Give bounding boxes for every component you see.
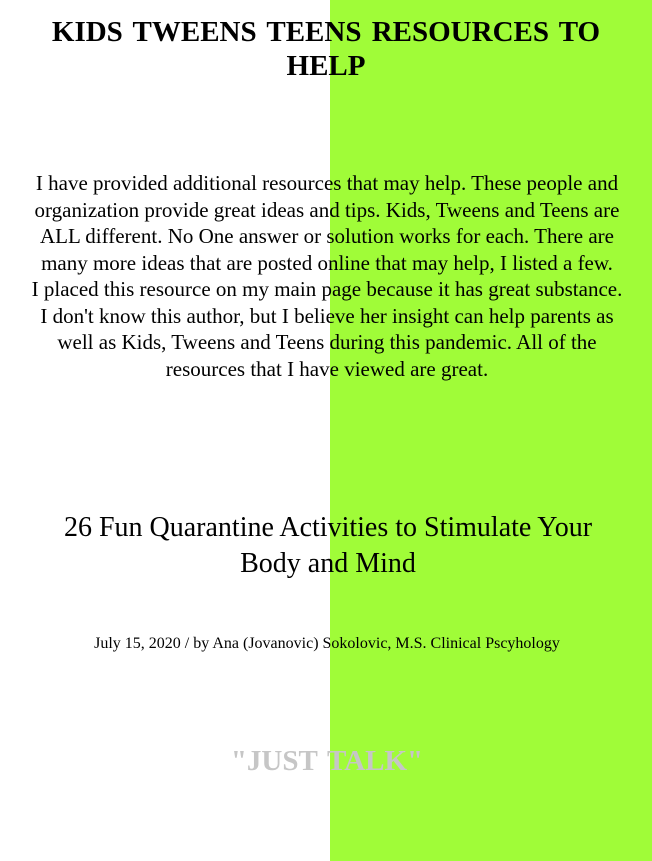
- just-talk-heading: "JUST TALK": [230, 745, 424, 777]
- article-title: 26 Fun Quarantine Activities to Stimulate Your Body and Mind: [63, 512, 593, 579]
- article-byline: July 15, 2020 / by Ana (Jovanovic) Sokolovic, M.S. Clinical Pscyhology: [94, 635, 560, 652]
- intro-paragraph-1: I have provided additional resources that may help. These people and organization provide great ideas and tips. Kids, Tweens and Teens are ALL different. No One answer or solution works for each. There are many more ideas that are posted online that may help, I listed a few.: [34, 171, 620, 275]
- page-title: KIDS TWEENS TEENS RESOURCES TO HELP: [51, 16, 601, 82]
- intro-text: [28, 170, 626, 382]
- intro-paragraph-2: I placed this resource on my main page because it has great substance. I don't know this author, but I believe her insight can help parents as well as Kids, Tweens and Teens during this pandemic. All of the resources that I have viewed are great.: [31, 277, 623, 381]
